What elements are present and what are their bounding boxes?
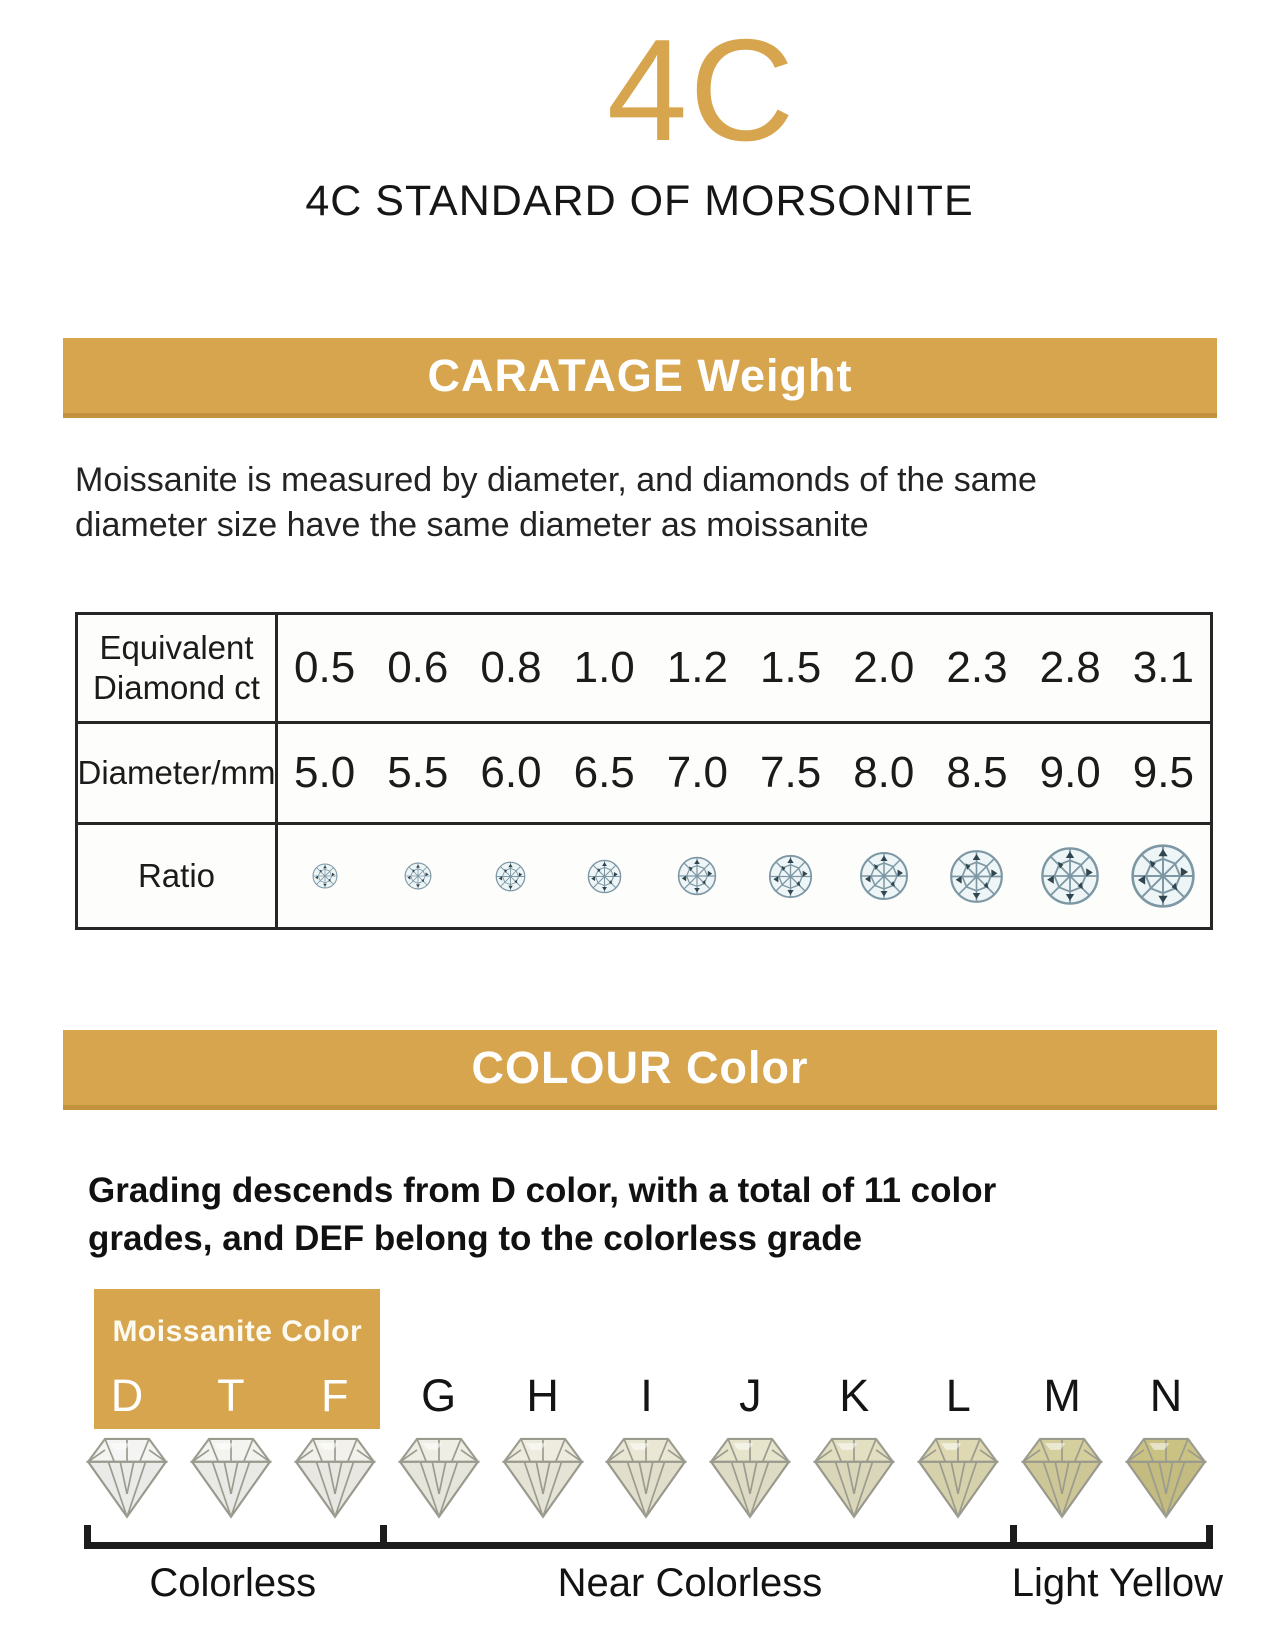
page-subtitle: 4C STANDARD OF MORSONITE <box>305 177 974 225</box>
ratio-diamond-top-view-icon <box>1040 846 1100 906</box>
diameter-value-cell: 5.0 <box>294 748 356 797</box>
grade-gem-row <box>75 1433 1218 1526</box>
grade-letter-N: N <box>1149 1370 1183 1421</box>
diameter-value-cell: 7.0 <box>666 748 728 797</box>
bracket-bar <box>84 1542 1213 1549</box>
grade-letter-G: G <box>421 1370 457 1421</box>
grade-gem-icon-T <box>180 1433 282 1526</box>
carat-values-row <box>278 615 1210 721</box>
diameter-value-cell: 6.5 <box>573 748 635 797</box>
carat-value-cell: 1.5 <box>760 643 822 692</box>
caratage-description <box>75 458 1219 548</box>
colour-description-line1: Grading descends from D color, with a total of 11 color <box>88 1171 997 1210</box>
colour-grade-chart <box>75 1287 1224 1622</box>
grade-group-label: Near Colorless <box>557 1561 823 1605</box>
diameter-value-cell: 8.5 <box>946 748 1008 797</box>
caratage-banner-title: CARATAGE Weight <box>427 349 853 401</box>
table-row-ratio <box>78 822 1210 927</box>
grade-letter-I: I <box>640 1370 653 1421</box>
grade-gem-icon-M <box>1011 1433 1113 1526</box>
colour-section <box>0 1030 1279 1622</box>
grade-letter-D: D <box>110 1370 144 1421</box>
carat-value-cell: 0.6 <box>387 643 449 692</box>
diameter-value-cell: 5.5 <box>387 748 449 797</box>
caratage-description-line2: diameter size have the same diameter as moissanite <box>75 506 869 544</box>
ratio-diamond-top-view-icon <box>859 851 909 901</box>
grade-letter-L: L <box>945 1370 971 1421</box>
diameter-value-cell: 9.0 <box>1039 748 1101 797</box>
grade-gem-icon-H <box>492 1433 594 1526</box>
ratio-diamond-top-view-icon <box>768 854 813 899</box>
grade-gem-icon-K <box>803 1433 905 1526</box>
grade-letter-T: T <box>217 1370 245 1421</box>
page-title: 4C <box>606 9 797 171</box>
diameter-value-cell: 7.5 <box>760 748 822 797</box>
table-row-carat <box>78 615 1210 721</box>
ratio-diamond-top-view-icon <box>312 863 338 889</box>
bracket-tick <box>380 1525 387 1549</box>
caratage-section <box>0 338 1279 930</box>
grade-letter-F: F <box>321 1370 349 1421</box>
grade-letter-K: K <box>839 1370 870 1421</box>
colour-banner-title: COLOUR Color <box>471 1041 809 1093</box>
grade-letter-M: M <box>1043 1370 1081 1421</box>
diameter-value-cell: 6.0 <box>480 748 542 797</box>
colour-description-line2: grades, and DEF belong to the colorless grade <box>88 1219 863 1258</box>
grade-gem-icon-D <box>76 1433 178 1526</box>
grade-gem-icon-J <box>699 1433 801 1526</box>
bracket-tick <box>1206 1525 1213 1549</box>
colour-banner <box>63 1030 1217 1110</box>
carat-value-cell: 1.0 <box>573 643 635 692</box>
ratio-diamonds-row <box>278 825 1210 927</box>
row-header-ratio: Ratio <box>78 825 278 927</box>
carat-value-cell: 3.1 <box>1132 643 1194 692</box>
grade-gem-icon-N <box>1115 1433 1217 1526</box>
carat-value-cell: 2.8 <box>1039 643 1101 692</box>
table-row-diameter <box>78 721 1210 822</box>
ratio-diamond-top-view-icon <box>404 862 432 890</box>
grade-letter-J: J <box>739 1370 762 1421</box>
grade-gem-icon-L <box>907 1433 1009 1526</box>
caratage-banner <box>63 338 1217 418</box>
bracket-tick <box>84 1525 91 1549</box>
carat-value-cell: 1.2 <box>666 643 728 692</box>
hero-header <box>0 0 1279 226</box>
carat-value-cell: 2.0 <box>853 643 915 692</box>
bracket-tick <box>1010 1525 1017 1549</box>
grade-letter-row <box>75 1371 1218 1421</box>
ratio-diamond-top-view-icon <box>949 849 1004 904</box>
ratio-diamond-top-view-icon <box>1130 843 1196 909</box>
grade-group-label: Light Yellow <box>1011 1561 1224 1605</box>
grade-gem-icon-I <box>595 1433 697 1526</box>
grade-gem-icon-F <box>284 1433 386 1526</box>
carat-size-table <box>75 612 1213 930</box>
caratage-description-line1: Moissanite is measured by diameter, and diamonds of the same <box>75 461 1037 499</box>
grade-group-bracket <box>84 1525 1213 1549</box>
grade-letter-H: H <box>526 1370 559 1421</box>
diameter-value-cell: 9.5 <box>1132 748 1194 797</box>
ratio-diamond-top-view-icon <box>677 856 717 896</box>
carat-value-cell: 0.5 <box>294 643 356 692</box>
row-header-equivalent-diamond-ct: Equivalent Diamond ct <box>78 615 278 721</box>
grade-gem-icon-G <box>388 1433 490 1526</box>
grade-group-label: Colorless <box>149 1561 317 1605</box>
ratio-diamond-top-view-icon <box>587 859 622 894</box>
carat-value-cell: 0.8 <box>480 643 542 692</box>
moissanite-color-box-label: Moissanite Color <box>112 1315 363 1348</box>
diameter-values-row <box>278 724 1210 822</box>
carat-value-cell: 2.3 <box>946 643 1008 692</box>
row-header-diameter-mm: Diameter/mm <box>78 724 278 822</box>
ratio-diamond-top-view-icon <box>495 861 526 892</box>
diameter-value-cell: 8.0 <box>853 748 915 797</box>
colour-description <box>88 1167 1229 1263</box>
